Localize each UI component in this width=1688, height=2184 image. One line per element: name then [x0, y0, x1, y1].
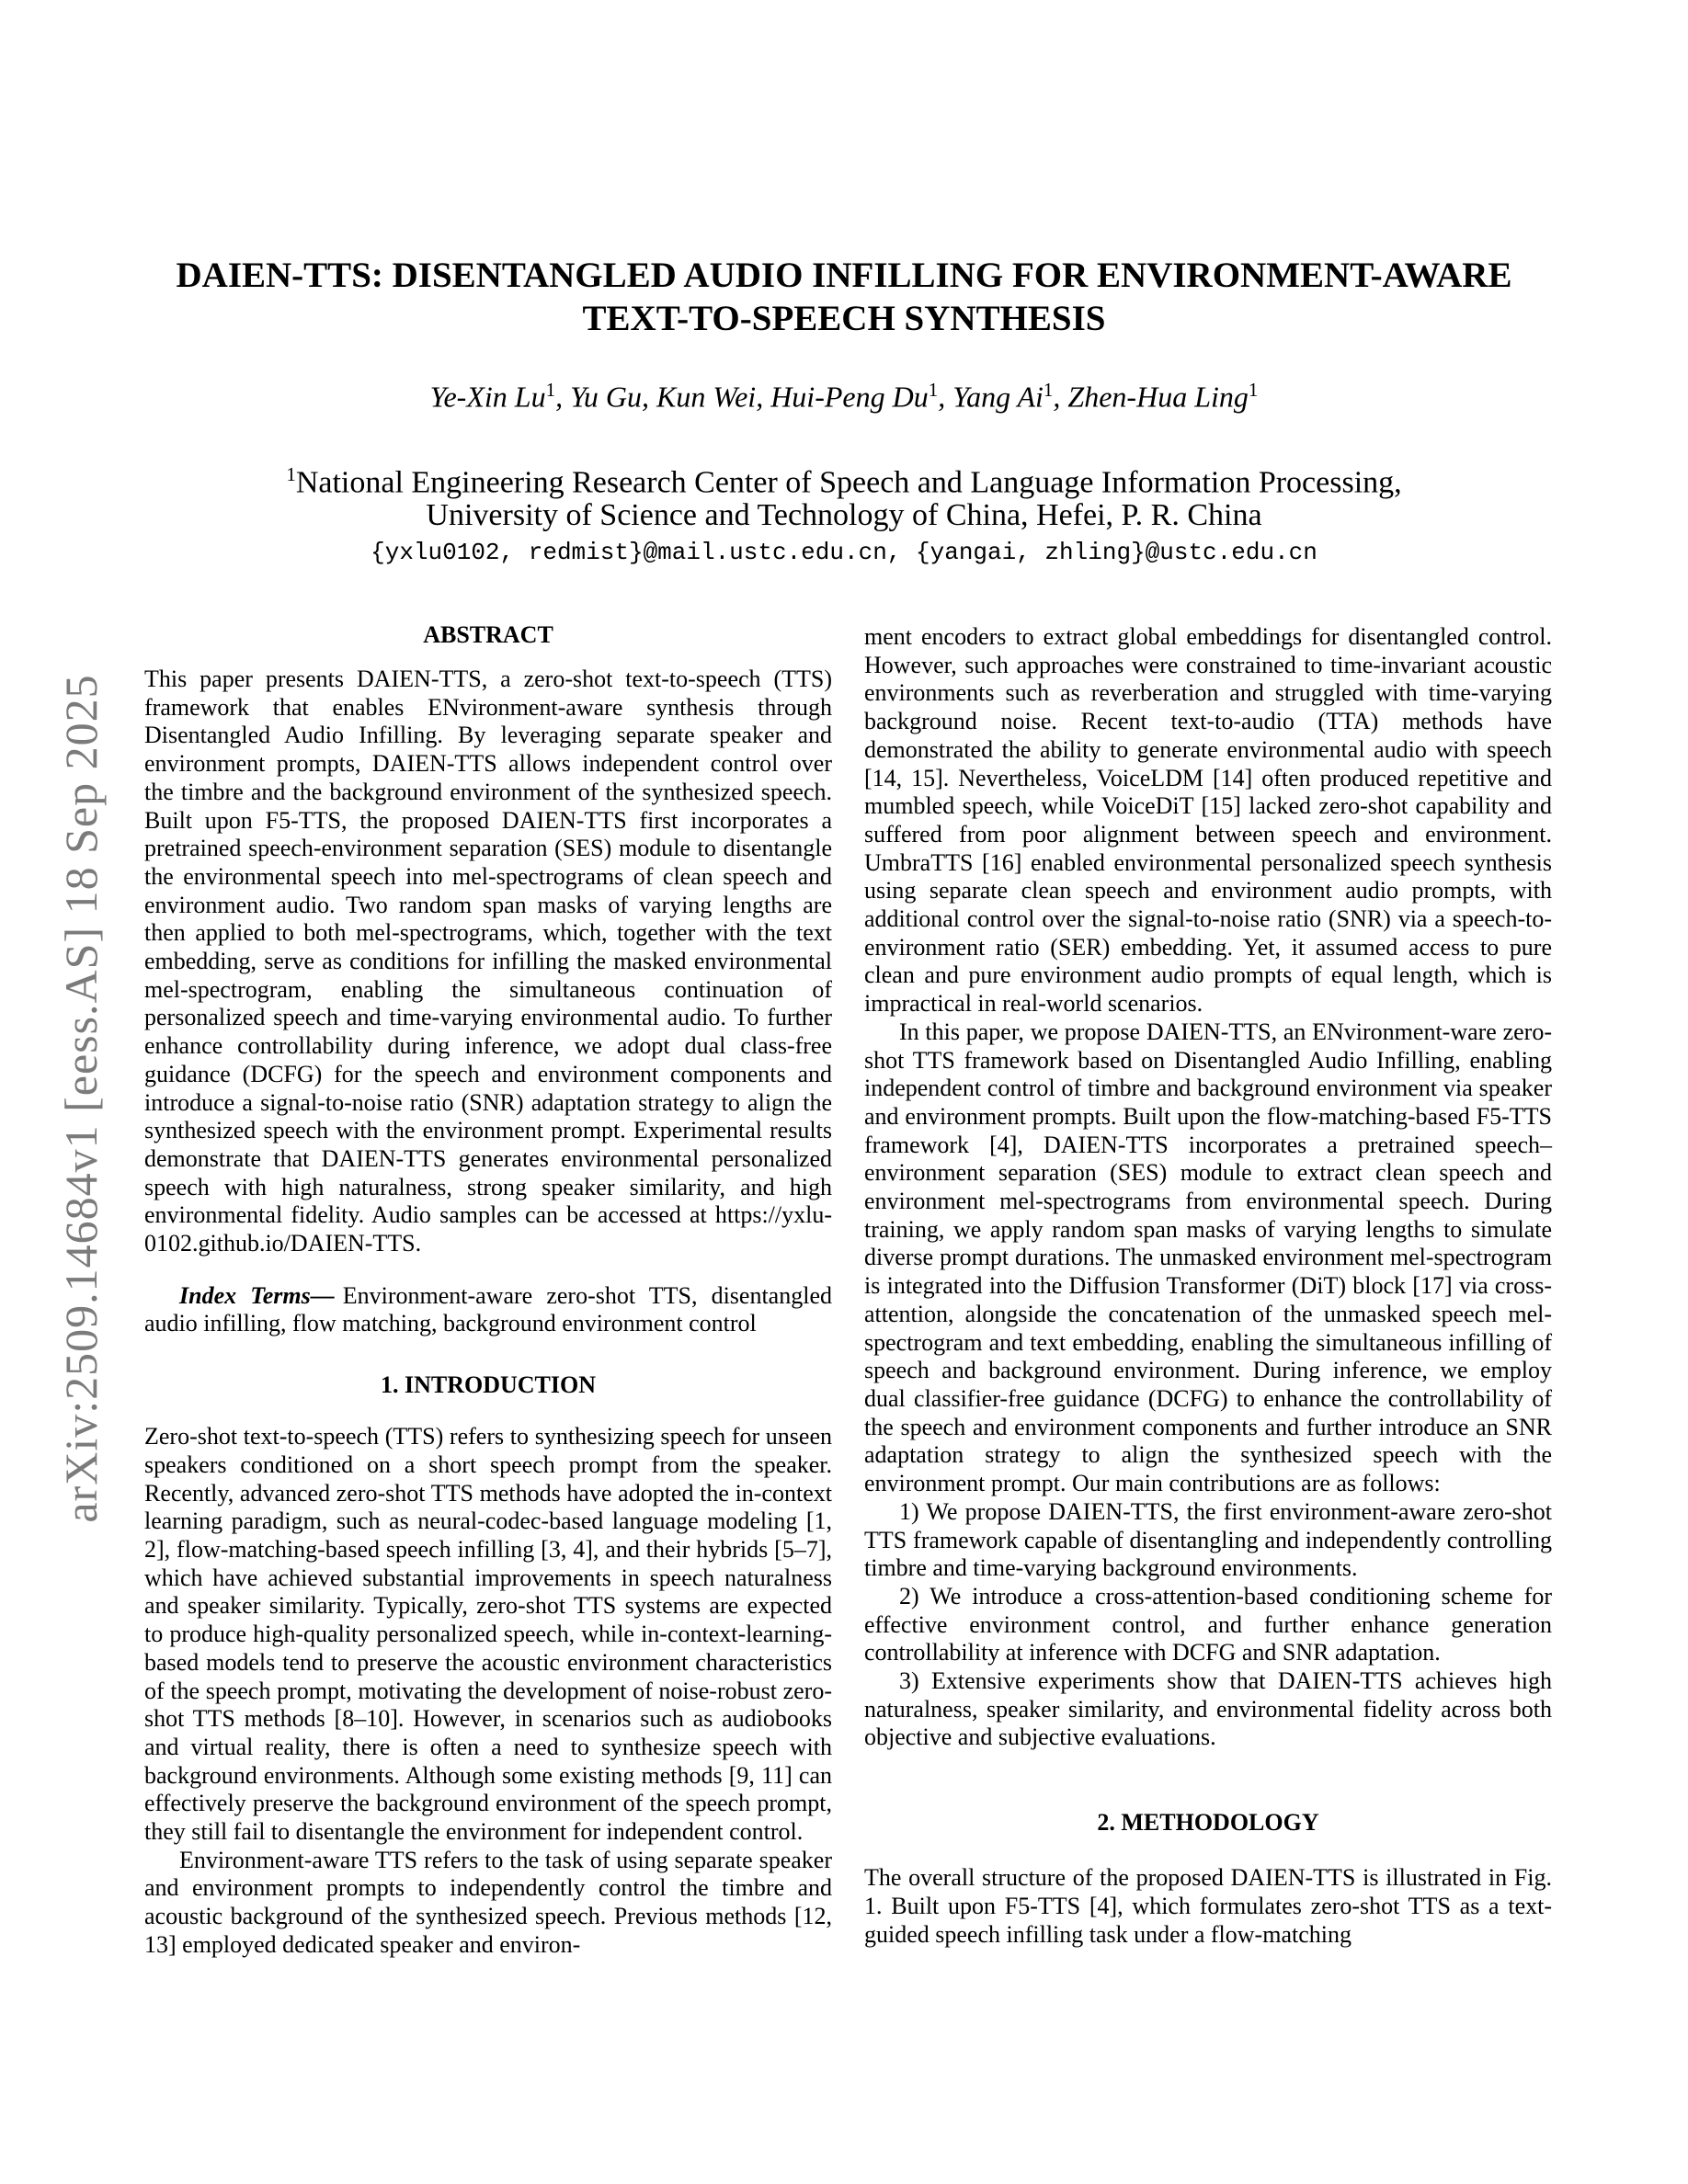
- author-segment: , Zhen-Hua Ling: [1053, 380, 1249, 414]
- contribution-1-paragraph: 1) We propose DAIEN-TTS, the first environment-aware zero-shot TTS framework capable of disentangling and independently controlling timbre and time-varying background environments.: [864, 1497, 1552, 1582]
- author-segment: Ye-Xin Lu: [429, 380, 546, 414]
- abstract-period: .: [415, 1230, 422, 1257]
- abstract-text: This paper presents DAIEN-TTS, a zero-shot text-to-speech (TTS) framework that enables ENvironment-aware synthesis through Disentangled Audio Infilling. By leveraging separate speaker and environment prompts, DAIEN-TTS allows independent control over the timbre and the background environment of the synthesized speech. Built upon F5-TTS, the proposed DAIEN-TTS first incorporates a pretrained speech-environment separation (SES) module to disentangle the environmental speech into mel-spectrograms of clean speech and environment audio. Two random span masks of varying lengths are then applied to both mel-spectrograms, which, together with the text embedding, serve as conditions for infilling the masked environmental mel-spectrogram, enabling the simultaneous continuation of personalized speech and time-varying environmental audio. To further enhance controllability during inference, we adopt dual class-free guidance (DCFG) for the speech and environment components and introduce a signal-to-noise ratio (SNR) adaptation strategy to align the synthesized speech with the environment prompt. Experimental results demonstrate that DAIEN-TTS generates environmental personalized speech with high naturalness, strong speaker similarity, and high environmental fidelity. Audio samples can be accessed at: [144, 665, 832, 1229]
- author-segment: , Yang Ai: [938, 380, 1044, 414]
- author-segment: , Yu Gu, Kun Wei, Hui-Peng Du: [555, 380, 929, 414]
- affiliation-line-1: [0, 458, 1688, 499]
- contribution-2-paragraph: 2) We introduce a cross-attention-based conditioning scheme for effective environment control, and further enhance generation controllability at inference with DCFG and SNR adaptation.: [864, 1582, 1552, 1666]
- proposal-paragraph: In this paper, we propose DAIEN-TTS, an ENvironment-ware zero-shot TTS framework based on Disentangled Audio Infilling, enabling independent control of timbre and background environment via speaker and environment prompts. Built upon the flow-matching-based F5-TTS framework [4], DAIEN-TTS incorporates a pretrained speech–environment separation (SES) module to extract clean speech and environment mel-spectrograms from environmental speech. During training, we apply random span masks of varying lengths to simulate diverse prompt durations. The unmasked environment mel-spectrogram is integrated into the Diffusion Transformer (DiT) block [17] via cross-attention, alongside the concatenation of the unmasked speech mel-spectrogram and text embedding, enabling the simultaneous infilling of speech and background environment. During inference, we employ dual classifier-free guidance (DCFG) to enhance the controllability of the speech and environment components and further introduce an SNR adaptation strategy to align the synthesized speech with the environment prompt. Our main contributions are as follows:: [864, 1018, 1552, 1497]
- affiliation-sup: 1: [286, 462, 296, 485]
- index-terms-text: Environment-aware zero-shot TTS, disentangled audio infilling, flow matching, background environment control: [144, 1281, 832, 1337]
- authors-line: [0, 371, 1688, 415]
- section-1-heading: 1. INTRODUCTION: [380, 1371, 597, 1399]
- paper-title-line-1: DAIEN-TTS: DISENTANGLED AUDIO INFILLING FOR ENVIRONMENT-AWARE: [176, 256, 1512, 295]
- affiliation-line-2: University of Science and Technology of China, Hefei, P. R. China: [426, 497, 1262, 532]
- abstract-paragraph: [144, 665, 832, 1258]
- author-affiliation-sup: 1: [1043, 379, 1054, 401]
- paper-title-line-2: TEXT-TO-SPEECH SYNTHESIS: [582, 299, 1106, 338]
- arxiv-watermark: arXiv:2509.14684v1 [eess.AS] 18 Sep 2025: [55, 674, 107, 1523]
- author-affiliation-sup: 1: [545, 379, 556, 401]
- author-emails: {yxlu0102, redmist}@mail.ustc.edu.cn, {yangai, zhling}@ustc.edu.cn: [371, 538, 1317, 566]
- author-affiliation-sup: 1: [928, 379, 939, 401]
- intro-paragraph-1: Zero-shot text-to-speech (TTS) refers to synthesizing speech for unseen speakers conditioned on a short speech prompt from the speaker. Recently, advanced zero-shot TTS methods have adopted the in-context learning paradigm, such as neural-codec-based language modeling [1, 2], flow-matching-based speech infilling [3, 4], and their hybrids [5–7], which have achieved substantial improvements in speech naturalness and speaker similarity. Typically, zero-shot TTS systems are expected to produce high-quality personalized speech, while in-context-learning-based models tend to preserve the acoustic environment characteristics of the speech prompt, motivating the development of noise-robust zero-shot TTS methods [8–10]. However, in scenarios such as audiobooks and virtual reality, there is often a need to synthesize speech with background environments. Although some existing methods [9, 11] can effectively preserve the background environment of the speech prompt, they still fail to disentangle the environment for independent control.: [144, 1423, 832, 1846]
- methodology-paragraph: The overall structure of the proposed DAIEN-TTS is illustrated in Fig. 1. Built upon F5-TTS [4], which formulates zero-shot TTS as a text-guided speech infilling task under a flow-matching: [864, 1864, 1552, 1948]
- abstract-heading: ABSTRACT: [423, 621, 553, 648]
- left-column: [144, 621, 832, 1960]
- audio-samples-url[interactable]: https://yxlu-0102.github.io/DAIEN-TTS: [144, 1201, 832, 1257]
- related-work-paragraph: ment encoders to extract global embeddings for disentangled control. However, such approaches were constrained to time-invariant acoustic environments such as reverberation and struggled with time-varying background noise. Recent text-to-audio (TTA) methods have demonstrated the ability to generate environmental audio with speech [14, 15]. Nevertheless, VoiceLDM [14] often produced repetitive and mumbled speech, while VoiceDiT [15] lacked zero-shot capability and suffered from poor alignment between speech and environment. UmbraTTS [16] enabled environmental personalized speech synthesis using separate clean speech and environment audio prompts, with additional control over the signal-to-noise ratio (SNR) via a speech-to-environment ratio (SER) embedding. Yet, it assumed access to pure clean and pure environment audio prompts of equal length, which is impractical in real-world scenarios.: [864, 623, 1552, 1018]
- intro-paragraph-2: Environment-aware TTS refers to the task of using separate speaker and environment prompts to independently control the timbre and acoustic background of the synthesized speech. Previous methods [12, 13] employed dedicated speaker and environ-: [144, 1846, 832, 1958]
- index-terms-label: Index Terms—: [179, 1281, 335, 1309]
- author-affiliation-sup: 1: [1248, 379, 1259, 401]
- affiliation-text: National Engineering Research Center of Speech and Language Information Processing,: [295, 464, 1402, 499]
- index-terms-paragraph: [144, 1282, 832, 1338]
- contribution-3-paragraph: 3) Extensive experiments show that DAIEN-TTS achieves high naturalness, speaker similarity, and environmental fidelity across both objective and subjective evaluations.: [864, 1667, 1552, 1751]
- section-2-heading: 2. METHODOLOGY: [1097, 1809, 1319, 1837]
- paper-header: [0, 0, 1688, 567]
- right-column: [864, 623, 1552, 1949]
